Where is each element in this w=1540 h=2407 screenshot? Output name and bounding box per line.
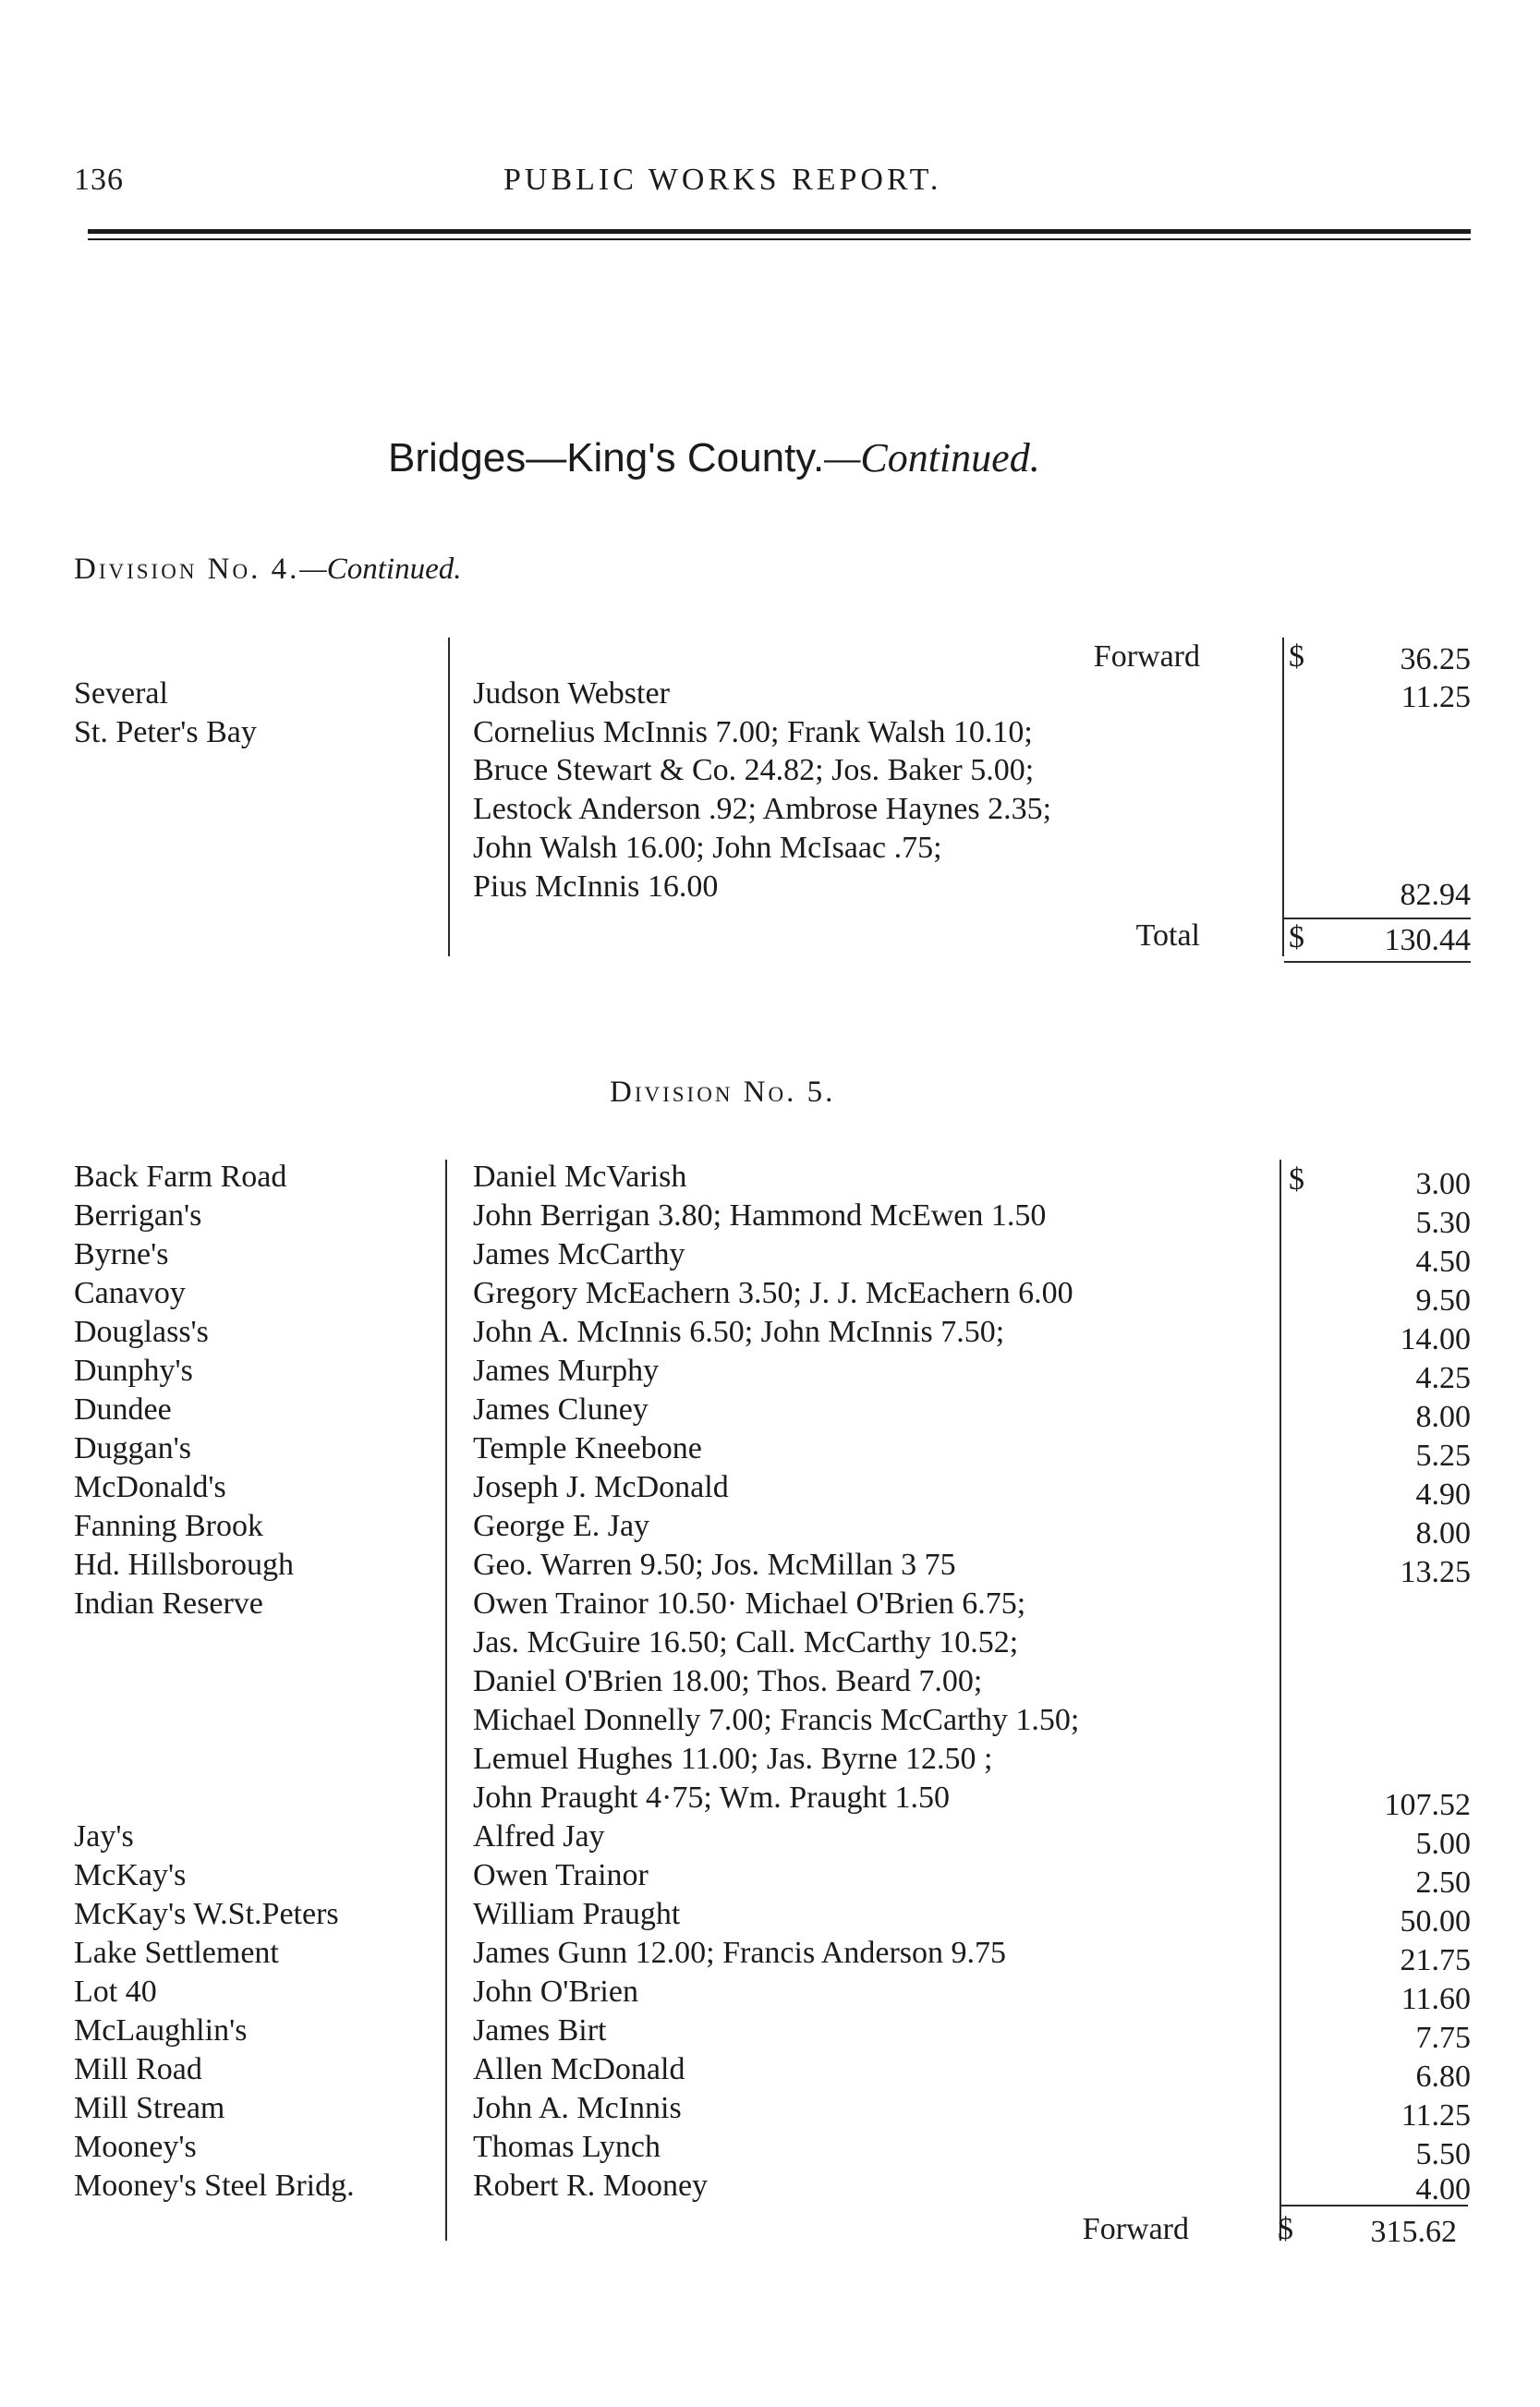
division-4-heading	[74, 553, 461, 587]
division-5-row-amount: 11.60	[1401, 1982, 1471, 2016]
division-5-row-payee: John A. McInnis	[473, 2091, 682, 2125]
division-5-row-amount: 11.25	[1401, 2098, 1471, 2133]
division-5-row-amount: 5.00	[1415, 1827, 1471, 1861]
division-5-row-payee: Geo. Warren 9.50; Jos. McMillan 3 75	[473, 1548, 956, 1582]
division-5-row-location: Mooney's Steel Bridg.	[74, 2169, 355, 2203]
division-5-row-amount: 5.50	[1415, 2137, 1471, 2171]
division-5-right-rule	[1279, 1160, 1281, 2241]
division-4-row-amount: 82.94	[1400, 878, 1471, 912]
division-5-row-payee: Alfred Jay	[473, 1819, 605, 1854]
division-5-row-payee: Daniel McVarish	[473, 1160, 687, 1194]
division-5-row-payee: James Gunn 12.00; Francis Anderson 9.75	[473, 1936, 1007, 1970]
division-5-row-amount: 9.50	[1415, 1283, 1471, 1318]
division-5-row-location: Mill Stream	[74, 2091, 225, 2125]
division-5-forward-amount: 315.62	[1370, 2215, 1457, 2249]
division-5-row-payee: Michael Donnelly 7.00; Francis McCarthy 1.50;	[473, 1703, 1080, 1737]
division-5-row-payee: James Birt	[473, 2013, 607, 2048]
division-5-row-location: Hd. Hillsborough	[74, 1548, 294, 1582]
division-5-row-location: Mooney's	[74, 2130, 197, 2164]
division-5-row-amount: 14.00	[1400, 1322, 1471, 1356]
division-4-row-payee: Lestock Anderson .92; Ambrose Haynes 2.35;	[473, 792, 1052, 826]
section-title-main: Bridges—King's County.	[388, 435, 825, 480]
section-title-continued: —Continued.	[824, 435, 1040, 480]
division-4-total-rule	[1284, 961, 1471, 963]
division-5-row-location: Fanning Brook	[74, 1509, 263, 1543]
division-5-row-payee: Thomas Lynch	[473, 2130, 661, 2164]
division-5-row-location: Back Farm Road	[74, 1160, 287, 1194]
division-4-forward-amount: 36.25	[1400, 642, 1471, 676]
division-5-row-location: Berrigan's	[74, 1198, 202, 1233]
division-5-forward-label: Forward	[1082, 2212, 1189, 2246]
division-5-row-payee: Lemuel Hughes 11.00; Jas. Byrne 12.50 ;	[473, 1742, 993, 1776]
division-5-row-payee: Robert R. Mooney	[473, 2169, 709, 2203]
division-5-row-location: McKay's	[74, 1858, 187, 1892]
division-5-row-amount: 4.00	[1415, 2172, 1471, 2206]
division-4-sum-rule	[1284, 918, 1471, 919]
division-4-forward-dollar: $	[1289, 639, 1304, 674]
division-4-row-payee: Cornelius McInnis 7.00; Frank Walsh 10.10;	[473, 715, 1033, 749]
division-5-row-location: Jay's	[74, 1819, 134, 1854]
division-5-row-payee: James Murphy	[473, 1354, 660, 1388]
division-5-row-payee: Owen Trainor 10.50· Michael O'Brien 6.75;	[473, 1586, 1026, 1621]
division-5-row-amount: 2.50	[1415, 1866, 1471, 1900]
division-5-row-amount: 107.52	[1384, 1788, 1471, 1822]
division-5-heading	[610, 1076, 835, 1110]
division-4-total-dollar: $	[1289, 920, 1304, 954]
division-5-row-amount: 5.30	[1415, 1206, 1471, 1240]
division-5-row-location: McKay's W.St.Peters	[74, 1897, 339, 1931]
division-5-row-payee: Owen Trainor	[473, 1858, 649, 1892]
running-head: PUBLIC WORKS REPORT.	[503, 163, 942, 197]
division-4-left-rule	[448, 638, 450, 956]
division-5-row-amount: 4.25	[1415, 1361, 1471, 1395]
division-4-forward-label: Forward	[1093, 639, 1200, 674]
division-5-left-rule	[445, 1160, 447, 2241]
header-rule-thick	[88, 229, 1471, 234]
division-5-row-location: Mill Road	[74, 2052, 202, 2086]
division-5-row-location: Lake Settlement	[74, 1936, 279, 1970]
division-4-row-payee: Bruce Stewart & Co. 24.82; Jos. Baker 5.00;	[473, 753, 1035, 787]
division-5-row-payee: James Cluney	[473, 1392, 649, 1427]
division-4-row-location: St. Peter's Bay	[74, 715, 257, 749]
division-5-row-payee: John A. McInnis 6.50; John McInnis 7.50;	[473, 1315, 1005, 1349]
division-5-forward-dollar: $	[1278, 2212, 1293, 2246]
division-5-row-amount: 4.50	[1415, 1245, 1471, 1279]
division-5-row-payee: Allen McDonald	[473, 2052, 685, 2086]
division-5-row-payee: John Berrigan 3.80; Hammond McEwen 1.50	[473, 1198, 1047, 1233]
division-5-row-payee: John O'Brien	[473, 1975, 638, 2009]
division-5-row-location: Lot 40	[74, 1975, 157, 2009]
header-rule-thin	[88, 238, 1471, 240]
division-5-row-amount: 3.00	[1415, 1167, 1471, 1201]
division-5-row-payee: Jas. McGuire 16.50; Call. McCarthy 10.52;	[473, 1625, 1019, 1659]
division-5-row-amount: 21.75	[1400, 1943, 1471, 1977]
division-5-row-payee: John Praught 4·75; Wm. Praught 1.50	[473, 1781, 950, 1815]
division-4-continued: —Continued.	[299, 553, 462, 586]
division-5-row-location: McDonald's	[74, 1470, 226, 1504]
division-5-row-amount: 13.25	[1400, 1555, 1471, 1589]
division-4-total-label: Total	[1135, 918, 1200, 953]
division-5-row-amount: 8.00	[1415, 1516, 1471, 1550]
division-5-row-location: Dundee	[74, 1392, 172, 1427]
division-4-row-amount: 11.25	[1401, 680, 1471, 714]
division-4-row-payee: John Walsh 16.00; John McIsaac .75;	[473, 831, 942, 865]
division-5-row-location: Canavoy	[74, 1276, 186, 1310]
division-4-row-payee: Judson Webster	[473, 676, 670, 711]
division-4-total-amount: 130.44	[1384, 923, 1471, 957]
division-4-row-location: Several	[74, 676, 168, 711]
division-5-row-payee: Daniel O'Brien 18.00; Thos. Beard 7.00;	[473, 1664, 983, 1698]
division-5-row-location: Indian Reserve	[74, 1586, 263, 1621]
page-number: 136	[74, 163, 124, 197]
division-5-row-amount: 6.80	[1415, 2060, 1471, 2094]
division-4-row-payee: Pius McInnis 16.00	[473, 869, 719, 904]
division-5-row-amount: 4.90	[1415, 1477, 1471, 1512]
division-5-row-location: Dunphy's	[74, 1354, 193, 1388]
division-5-row-location: Duggan's	[74, 1431, 192, 1465]
division-5-label: Division No. 5.	[610, 1076, 836, 1109]
division-5-row-payee: Gregory McEachern 3.50; J. J. McEachern 6.00	[473, 1276, 1073, 1310]
division-4-right-rule	[1282, 638, 1284, 956]
division-5-row-payee: James McCarthy	[473, 1237, 685, 1271]
division-5-row-payee: Temple Kneebone	[473, 1431, 702, 1465]
division-5-dollar: $	[1289, 1162, 1304, 1197]
division-5-row-payee: William Praught	[473, 1897, 681, 1931]
division-5-row-amount: 7.75	[1415, 2021, 1471, 2055]
section-title	[388, 434, 1040, 481]
division-5-row-amount: 8.00	[1415, 1400, 1471, 1434]
division-5-row-payee: Joseph J. McDonald	[473, 1470, 729, 1504]
division-5-row-location: McLaughlin's	[74, 2013, 248, 2048]
division-5-row-location: Byrne's	[74, 1237, 169, 1271]
division-4-label: Division No. 4.	[74, 553, 300, 586]
division-5-row-amount: 5.25	[1415, 1439, 1471, 1473]
division-5-row-amount: 50.00	[1400, 1904, 1471, 1939]
division-5-row-location: Douglass's	[74, 1315, 209, 1349]
division-5-row-payee: George E. Jay	[473, 1509, 650, 1543]
